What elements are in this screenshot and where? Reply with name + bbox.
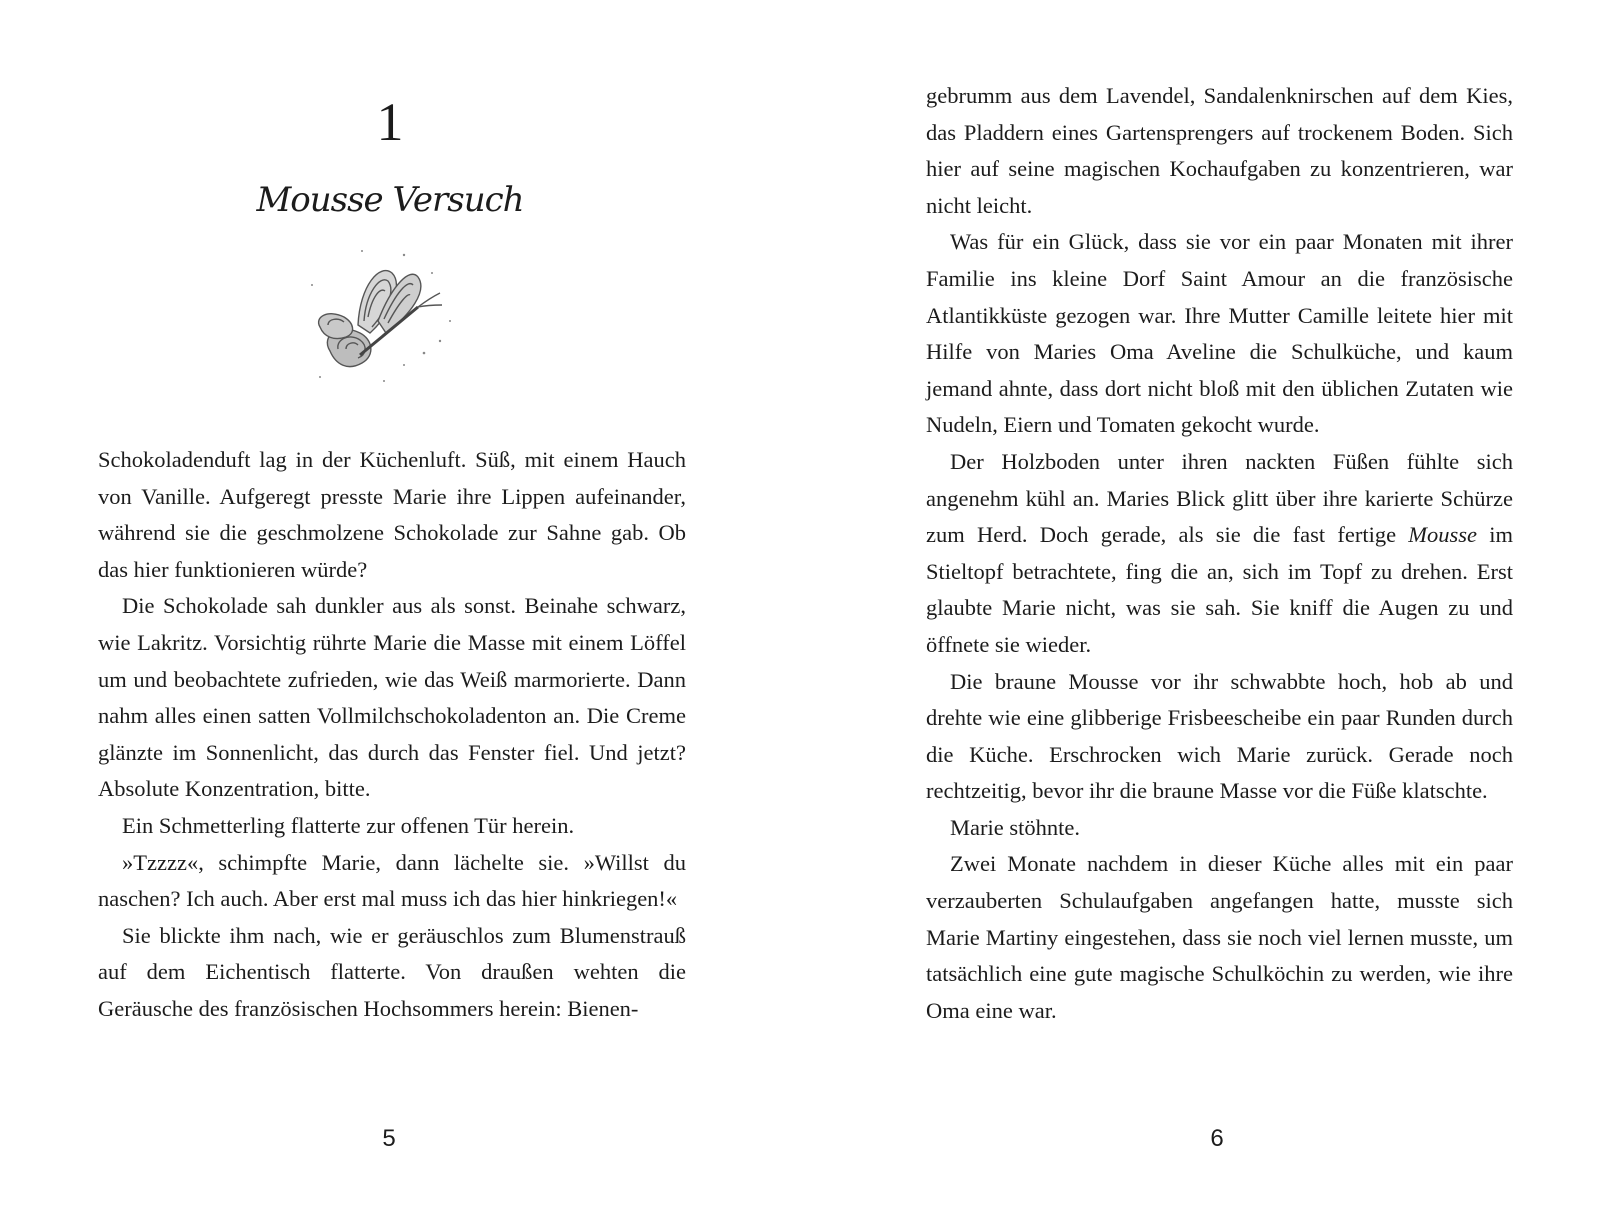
paragraph: Schokoladenduft lag in der Küchenluft. Süß, mit einem Hauch von Vanille. Aufgeregt presste Marie ihre Lippen aufeinander, während sie die geschmolzene Schokolade zur Sahne gab. Ob das hier funktionieren würde? [98, 447, 686, 582]
left-page-text [98, 442, 686, 1028]
paragraph [926, 444, 1513, 664]
paragraph: Sie blickte ihm nach, wie er geräuschlos zum Blumenstrauß auf dem Eichentisch flatterte. Von draußen wehten die Geräusche des französischen Hochsommers herein: Bienen- [98, 922, 686, 1021]
paragraph: gebrumm aus dem Lavendel, Sandalenknirschen auf dem Kies, das Pladdern eines Gartensprengers auf trockenem Boden. Sich hier auf seine magischen Kochaufgaben zu konzentrieren, war nicht leicht. [926, 83, 1513, 218]
paragraph: Zwei Monate nachdem in dieser Küche alles mit ein paar verzauberten Schulaufgaben angefangen hatte, musste sich Marie Martiny eingestehen, dass sie noch viel lernen musste, um tatsächlich eine gute magische Schulköchin zu werden, wie ihre Oma eine war. [926, 851, 1513, 1023]
paragraph-text: im Stieltopf betrachtete, fing die an, sich im Topf zu drehen. Erst glaubte Marie nicht, was sie sah. Sie kniff die Augen zu und öffnete sie wieder. [926, 522, 1514, 657]
right-page [800, 0, 1600, 1229]
paragraph: Ein Schmetterling flatterte zur offenen Tür herein. [122, 812, 575, 838]
page-number: 5 [382, 1125, 396, 1152]
paragraph: Marie stöhnte. [950, 814, 1080, 840]
emphasis-mousse: Mousse [1408, 522, 1478, 548]
paragraph-text: Der Holzboden unter ihren nackten Füßen fühlte sich angenehm kühl an. Maries Blick glitt über ihre karierte Schürze zum Herd. Doch gerade, als sie die fast fertige [926, 448, 1513, 548]
paragraph: Die Schokolade sah dunkler aus als sonst. Beinahe schwarz, wie Lakritz. Vorsichtig rührte Marie die Masse mit einem Löffel um und beobachtete zufrieden, wie das Weiß marmorierte. Dann nahm alles einen satten Vollmilchschokoladenton an. Die Creme glänzte im Sonnenlicht, das durch das Fenster fiel. Und jetzt? Absolute Konzentration, bitte. [98, 593, 686, 802]
right-page-text [926, 78, 1513, 1029]
chapter-number: 1 [376, 92, 404, 152]
chapter-title: Mousse Versuch [256, 180, 524, 220]
page-number: 6 [1210, 1125, 1224, 1152]
paragraph: Was für ein Glück, dass sie vor ein paar Monaten mit ihrer Familie ins kleine Dorf Saint Amour an die französische Atlantikküste gezogen war. Ihre Mutter Camille leitete hier mit Hilfe von Maries Oma Aveline die Schulküche, und kaum jemand ahnte, dass dort nicht bloß mit den üblichen Zutaten wie Nudeln, Eiern und Tomaten gekocht wurde. [926, 229, 1513, 438]
paragraph: »Tzzzz«, schimpfte Marie, dann lächelte sie. »Willst du naschen? Ich auch. Aber erst mal muss ich das hier hinkriegen!« [98, 849, 686, 912]
butterfly-icon [300, 245, 460, 395]
paragraph: Die braune Mousse vor ihr schwabbte hoch, hob ab und drehte wie eine glibberige Frisbeescheibe ein paar Runden durch die Küche. Erschrocken wich Marie zurück. Gerade noch rechtzeitig, bevor ihr die braune Masse vor die Füße klatschte. [926, 668, 1513, 804]
